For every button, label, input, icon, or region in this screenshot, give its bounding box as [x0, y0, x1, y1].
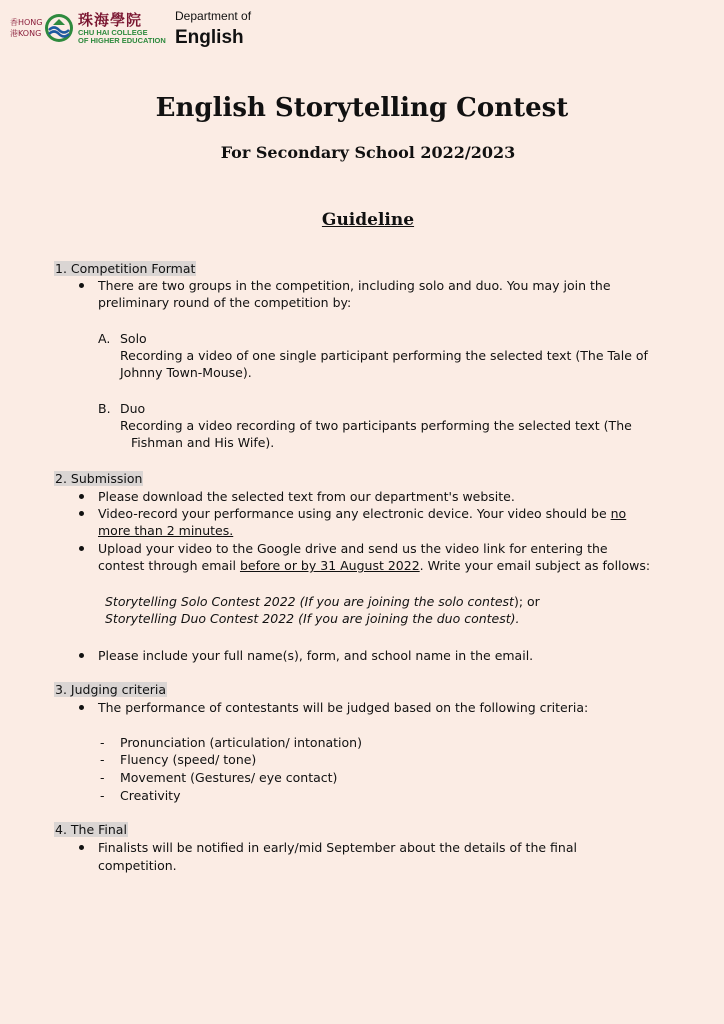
option-a-text-1: Recording a video of one single participant performing the selected text (The Tale of [120, 348, 648, 363]
criterion-item: Pronunciation (articulation/ intonation) [120, 735, 362, 750]
submission-text-include: Please include your full name(s), form, and school name in the email. [98, 648, 534, 663]
page-subtitle: For Secondary School 2022/2023 [220, 143, 516, 162]
option-a-title: Solo [120, 331, 147, 346]
dash-marker: - [100, 735, 105, 750]
submission-text-record-2: more than 2 minutes. [98, 523, 234, 538]
college-name-english-2: OF HIGHER EDUCATION [78, 35, 166, 45]
option-b-title: Duo [120, 401, 146, 416]
department-name: English [175, 27, 244, 48]
bullet-icon [79, 511, 84, 516]
section-heading-submission: 2. Submission [55, 471, 143, 486]
submission-text-upload-2 [98, 557, 650, 574]
competition-format-text-2: preliminary round of the competition by: [98, 295, 352, 310]
page-title: English Storytelling Contest [155, 93, 569, 123]
criterion-item: Fluency (speed/ tone) [120, 752, 257, 767]
bullet-icon [79, 283, 84, 288]
dash-marker: - [100, 770, 105, 785]
hk-line-1: 香HONG [10, 18, 43, 27]
solo-subject-text: Storytelling Solo Contest 2022 (If you are joining the solo contest [105, 594, 514, 609]
dash-marker: - [100, 788, 105, 803]
bullet-icon [79, 653, 84, 658]
department-of: Department of [175, 9, 252, 23]
college-emblem-icon [44, 13, 74, 43]
submission-text-record-1 [98, 505, 626, 522]
option-b-text-1: Recording a video recording of two participants performing the selected text (The [120, 418, 632, 433]
section-heading-the-final: 4. The Final [55, 822, 127, 837]
bullet-icon [79, 546, 84, 551]
hk-line-2: 港KONG [10, 29, 42, 38]
section-heading-competition-format: 1. Competition Format [55, 261, 196, 276]
judging-text: The performance of contestants will be judged based on the following criteria: [98, 700, 589, 715]
submission-text-upload-1: Upload your video to the Google drive and send us the video link for entering the [98, 541, 608, 556]
option-a-text-2: Johnny Town-Mouse). [120, 365, 252, 380]
dash-marker: - [100, 752, 105, 767]
bullet-icon [79, 845, 84, 850]
solo-subject-tail: ); or [513, 594, 540, 609]
college-name-english-1: CHU HAI COLLEGE [78, 27, 148, 37]
upload-text: contest through email [98, 558, 240, 573]
option-b-label: B. [98, 401, 111, 416]
record-limit-text: no [610, 506, 627, 521]
option-b-text-2: Fishman and His Wife). [131, 435, 275, 450]
upload-text-tail: . Write your email subject as follows: [419, 558, 651, 573]
email-subject-duo: Storytelling Duo Contest 2022 (If you are joining the duo contest). [105, 611, 520, 626]
criterion-item: Movement (Gestures/ eye contact) [120, 770, 338, 785]
submission-text-download: Please download the selected text from our department's website. [98, 489, 515, 504]
record-text: Video-record your performance using any electronic device. Your video should be [98, 506, 611, 521]
guideline-heading: Guideline [321, 210, 415, 230]
deadline-text: before or by 31 August 2022 [239, 558, 420, 573]
final-text-2: competition. [98, 858, 177, 873]
option-a-label: A. [98, 331, 111, 346]
bullet-icon [79, 494, 84, 499]
competition-format-text-1: There are two groups in the competition, including solo and duo. You may join the [98, 278, 611, 293]
final-text-1: Finalists will be notified in early/mid September about the details of the final [98, 840, 577, 855]
college-logo [10, 8, 166, 48]
criterion-item: Creativity [120, 788, 181, 803]
section-heading-judging-criteria: 3. Judging criteria [55, 682, 167, 697]
department-label [175, 9, 251, 50]
hong-kong-mark [10, 17, 42, 39]
email-subject-solo [105, 593, 540, 610]
bullet-icon [79, 705, 84, 710]
college-name-chinese: 珠海學院 [78, 10, 143, 29]
